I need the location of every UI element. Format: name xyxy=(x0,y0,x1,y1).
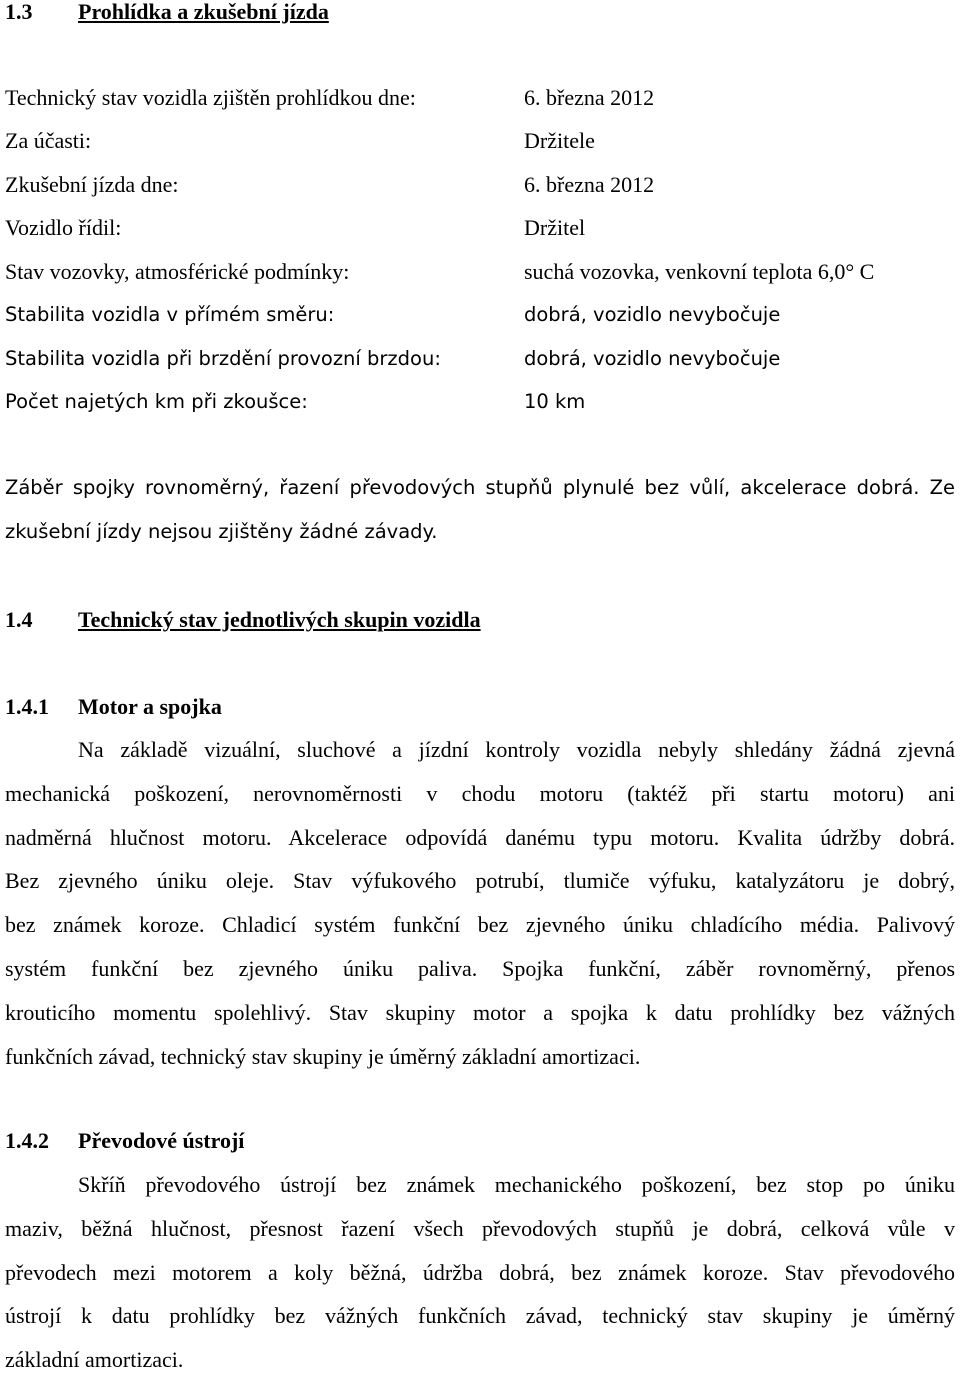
inspection-row xyxy=(5,258,960,286)
inspection-row xyxy=(5,171,960,199)
inspection-label: Za účasti: xyxy=(5,128,92,153)
paragraph-line: Na základě vizuální, sluchové a jízdní kontroly vozidla nebyly shledány žádná zjevná xyxy=(78,737,955,762)
inspection-label: Technický stav vozidla zjištěn prohlídkou dne: xyxy=(5,85,416,110)
paragraph-line: systém funkční bez zjevného úniku paliva. Spojka funkční, záběr rovnoměrný, přenos xyxy=(5,955,955,981)
paragraph-line: převodech mezi motorem a koly běžná, údržba dobrá, bez známek koroze. Stav převodového xyxy=(5,1259,955,1285)
paragraph-line: krouticího momentu spolehlivý. Stav skupiny motor a spojka k datu prohlídky bez vážných xyxy=(5,999,955,1025)
inspection-label: Stabilita vozidla v přímém směru: xyxy=(5,303,335,326)
paragraph-line: zkušební jízdy nejsou zjištěny žádné závady. xyxy=(5,519,438,543)
paragraph-line: ústrojí k datu prohlídky bez vážných funkčních závad, technický stav skupiny je úměrný xyxy=(5,1303,955,1329)
inspection-value: 10 km xyxy=(524,390,586,413)
inspection-value: Držitele xyxy=(524,128,595,153)
section-title: Technický stav jednotlivých skupin vozidla xyxy=(78,607,481,632)
section-number: 1.3 xyxy=(5,0,33,24)
section-number: 1.4.2 xyxy=(5,1128,49,1153)
section-heading-1-4-1 xyxy=(5,693,222,721)
inspection-value: dobrá, vozidlo nevybočuje xyxy=(524,303,781,326)
paragraph-line: Skříň převodového ústrojí bez známek mechanického poškození, bez stop po úniku xyxy=(78,1172,955,1197)
inspection-label: Stabilita vozidla při brzdění provozní brzdou: xyxy=(5,347,441,370)
section-heading-1-4 xyxy=(5,606,481,634)
paragraph-line: funkčních závad, technický stav skupiny je úměrný základní amortizaci. xyxy=(5,1043,641,1069)
inspection-value: Držitel xyxy=(524,215,586,240)
motor-paragraph xyxy=(5,736,955,1086)
section-title: Prohlídka a zkušební jízda xyxy=(78,0,329,24)
section-title: Motor a spojka xyxy=(78,694,222,719)
section-title: Převodové ústrojí xyxy=(78,1128,245,1153)
inspection-row xyxy=(5,388,960,416)
inspection-row xyxy=(5,301,960,329)
paragraph-line: Záběr spojky rovnoměrný, řazení převodových stupňů plynulé bez vůlí, akcelerace dobrá. Ze xyxy=(5,476,955,499)
paragraph-line: mechanická poškození, nerovnoměrnosti v chodu motoru (taktéž při startu motoru) ani xyxy=(5,780,955,806)
inspection-value: 6. března 2012 xyxy=(524,85,655,110)
inspection-label: Počet najetých km při zkoušce: xyxy=(5,390,308,413)
paragraph-line: Bez zjevného úniku oleje. Stav výfukového potrubí, tlumiče výfuku, katalyzátoru je dobrý, xyxy=(5,868,955,894)
paragraph-line: nadměrná hlučnost motoru. Akcelerace odpovídá danému typu motoru. Kvalita údržby dobrá. xyxy=(5,824,955,850)
inspection-row xyxy=(5,214,960,242)
paragraph-line: bez známek koroze. Chladicí systém funkční bez zjevného úniku chladícího média. Palivový xyxy=(5,912,955,938)
paragraph-line: maziv, běžná hlučnost, přesnost řazení všech převodových stupňů je dobrá, celková vůle v xyxy=(5,1215,955,1241)
inspection-label: Zkušební jízda dne: xyxy=(5,172,179,197)
inspection-value: 6. března 2012 xyxy=(524,172,655,197)
section-heading-1-4-2 xyxy=(5,1127,244,1155)
inspection-label: Vozidlo řídil: xyxy=(5,215,122,240)
inspection-value: dobrá, vozidlo nevybočuje xyxy=(524,347,781,370)
section-heading-1-3 xyxy=(5,0,329,26)
inspection-row xyxy=(5,127,960,155)
test-drive-note xyxy=(5,474,955,562)
section-number: 1.4 xyxy=(5,607,33,632)
inspection-row xyxy=(5,84,960,112)
inspection-row xyxy=(5,345,960,373)
gearbox-paragraph xyxy=(5,1171,955,1390)
paragraph-line: základní amortizaci. xyxy=(5,1347,184,1373)
inspection-label: Stav vozovky, atmosférické podmínky: xyxy=(5,259,350,284)
inspection-value: suchá vozovka, venkovní teplota 6,0° C xyxy=(524,259,875,284)
section-number: 1.4.1 xyxy=(5,694,49,719)
